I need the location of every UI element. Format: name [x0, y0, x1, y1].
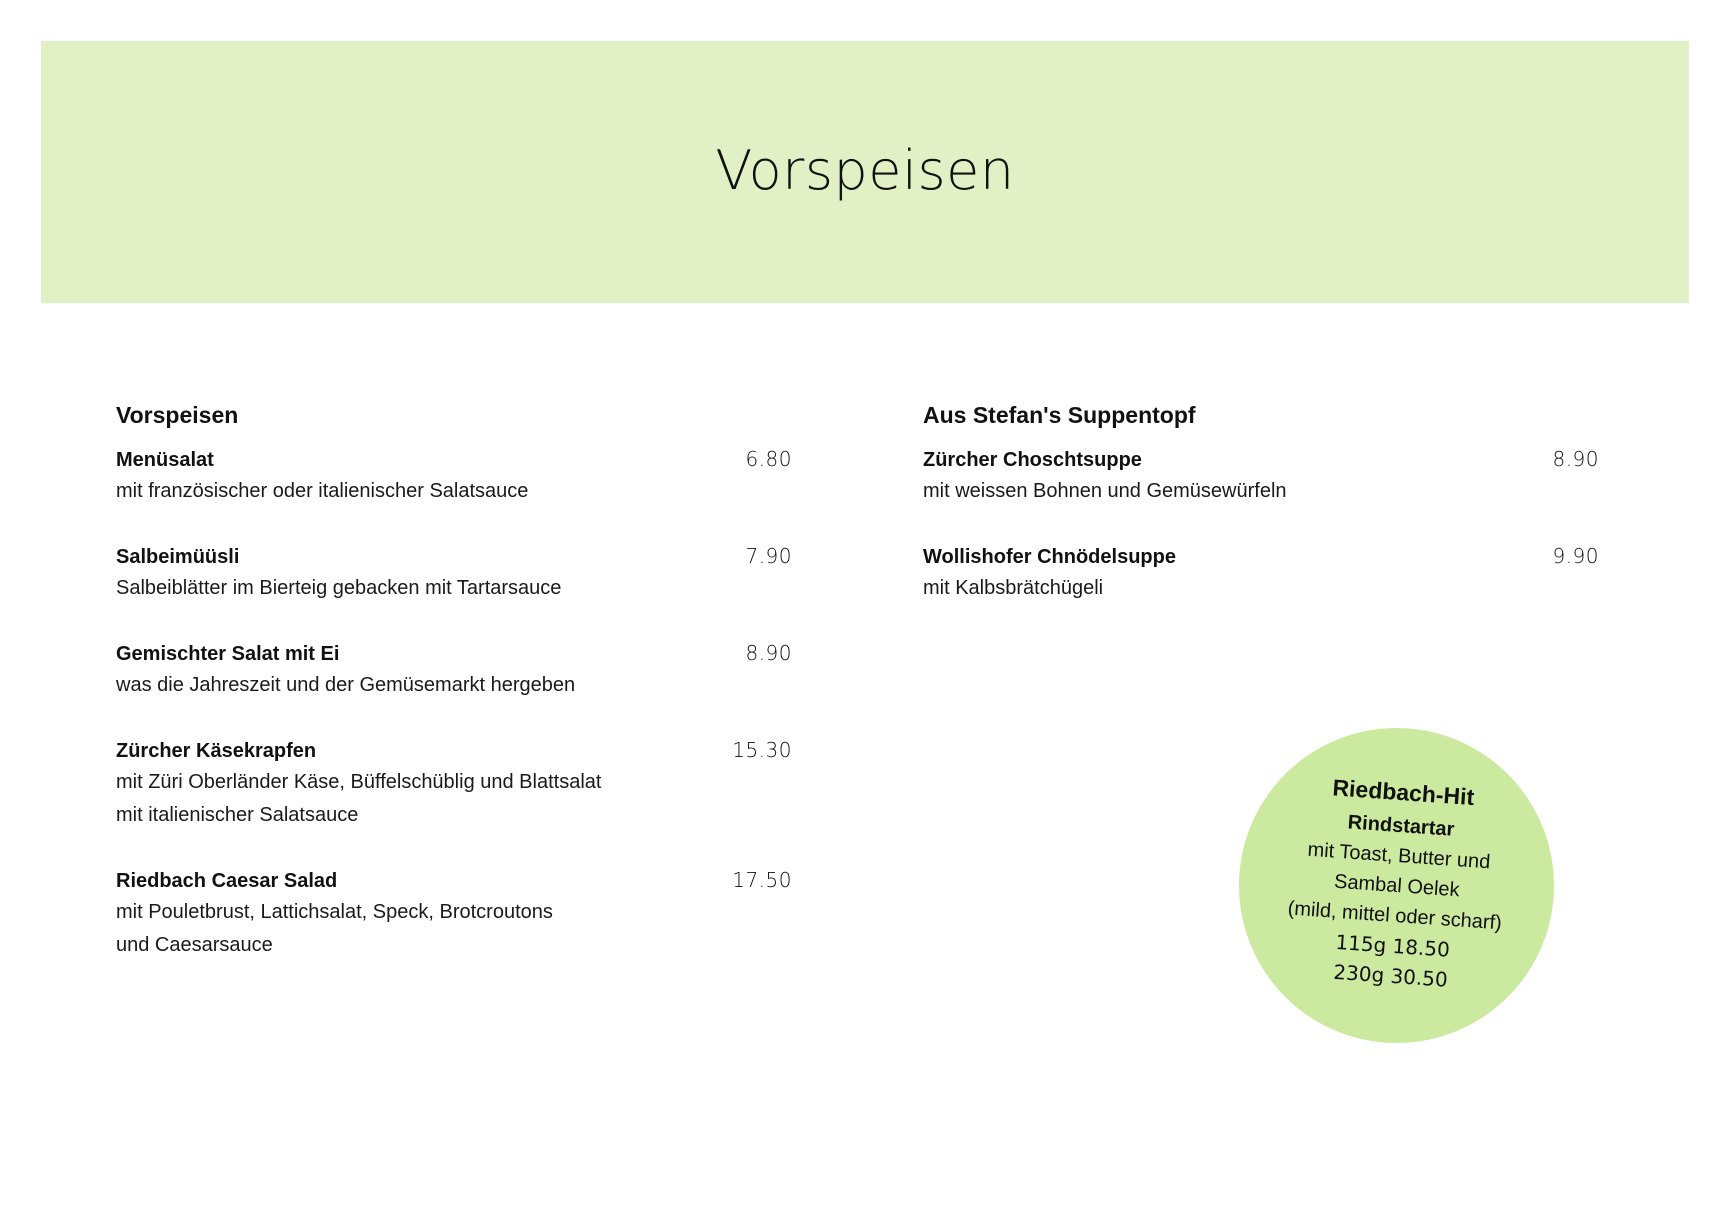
item-description: mit italienischer Salatsauce	[116, 804, 359, 826]
item-price: 8.90	[745, 641, 792, 665]
item-description: mit Züri Oberländer Käse, Büffelschüblig und Blattsalat	[116, 771, 602, 793]
page-title: Vorspeisen	[715, 138, 1015, 202]
item-price: 7.90	[745, 544, 792, 568]
item-name: Salbeimüüsli	[116, 546, 240, 568]
item-description: mit weissen Bohnen und Gemüsewürfeln	[923, 480, 1287, 502]
header-banner	[41, 41, 1689, 303]
soups-column	[923, 400, 1599, 638]
menu-item	[116, 638, 792, 702]
item-price: 15.30	[732, 738, 792, 762]
item-name: Gemischter Salat mit Ei	[116, 643, 340, 665]
badge-description: mit Toast, Butter und	[1306, 838, 1491, 873]
menu-item	[923, 541, 1599, 605]
special-offer-badge	[1239, 728, 1554, 1043]
badge-description: Sambal Oelek	[1332, 870, 1460, 901]
starters-column	[116, 400, 792, 995]
menu-item	[923, 444, 1599, 508]
item-name: Wollishofer Chnödelsuppe	[923, 546, 1176, 568]
item-price: 6.80	[745, 447, 792, 471]
menu-item	[116, 541, 792, 605]
item-name: Zürcher Choschtsuppe	[923, 449, 1142, 471]
item-price: 8.90	[1552, 447, 1599, 471]
menu-item	[116, 735, 792, 832]
item-description: mit Kalbsbrätchügeli	[923, 577, 1104, 599]
item-description: Salbeiblätter im Bierteig gebacken mit Tartarsauce	[116, 577, 562, 599]
item-name: Zürcher Käsekrapfen	[116, 740, 317, 762]
badge-title: Riedbach-Hit	[1331, 773, 1475, 810]
badge-description: (mild, mittel oder scharf)	[1286, 896, 1503, 934]
section-title-starters: Vorspeisen	[116, 402, 239, 428]
item-price: 9.90	[1552, 544, 1599, 568]
menu-item	[116, 444, 792, 508]
section-title-soups: Aus Stefan's Suppentopf	[923, 402, 1196, 428]
badge-price: 230g 30.50	[1332, 959, 1449, 992]
badge-price: 115g 18.50	[1334, 929, 1451, 962]
item-description: und Caesarsauce	[116, 934, 273, 956]
item-price: 17.50	[732, 868, 792, 892]
item-name: Menüsalat	[116, 449, 214, 471]
item-description: mit Pouletbrust, Lattichsalat, Speck, Brotcroutons	[116, 901, 553, 923]
menu-item	[116, 865, 792, 962]
item-description: was die Jahreszeit und der Gemüsemarkt hergeben	[116, 674, 576, 696]
item-name: Riedbach Caesar Salad	[116, 870, 338, 892]
badge-item-name: Rindstartar	[1346, 810, 1455, 841]
item-description: mit französischer oder italienischer Salatsauce	[116, 480, 529, 502]
